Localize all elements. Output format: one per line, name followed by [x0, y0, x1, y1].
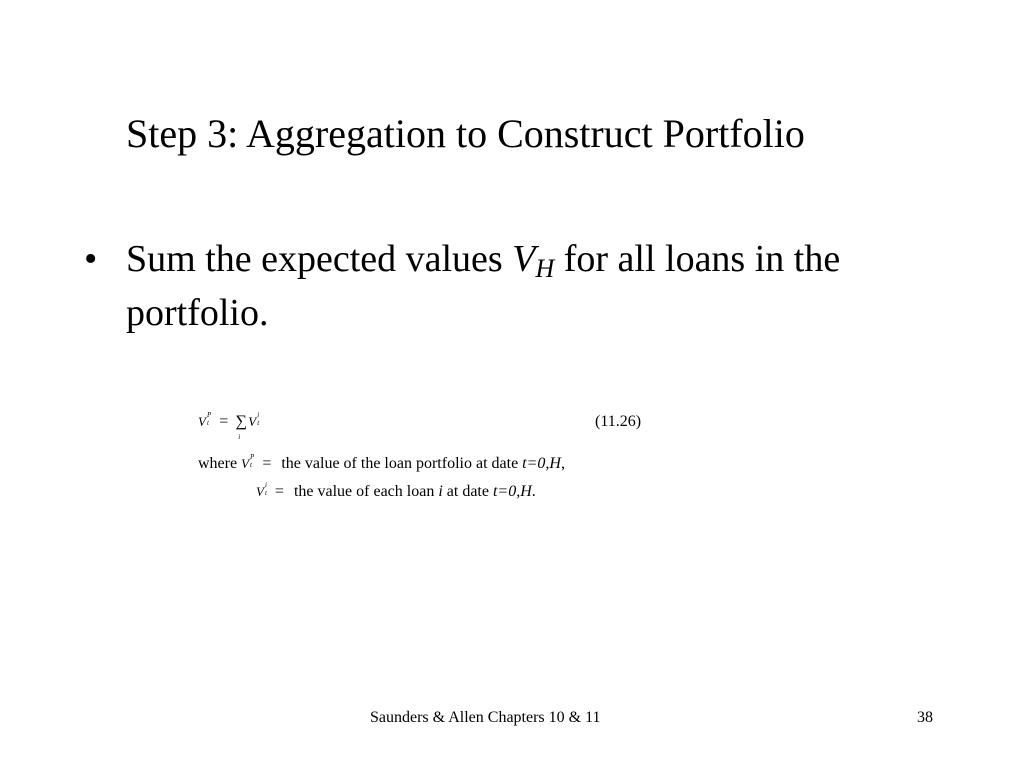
bullet-variable: V: [512, 238, 536, 280]
where-line-2-i: i: [438, 483, 443, 500]
where-sub-t: t: [250, 461, 252, 470]
where-line-1-date: t=0,H: [522, 455, 561, 472]
formula-var-portfolio: V: [198, 414, 206, 429]
bullet-text-before: Sum the expected values: [126, 238, 513, 280]
slide-title: Step 3: Aggregation to Construct Portfolio: [126, 111, 805, 156]
formula-equals: =: [219, 413, 229, 430]
where-word: where: [198, 455, 238, 472]
where-line-1: [198, 454, 565, 474]
where-var-loan: V: [256, 484, 264, 499]
formula-sub-t-2: t: [257, 419, 260, 428]
where-line-1-text: the value of the loan portfolio at date: [281, 455, 523, 472]
where-var-portfolio: V: [241, 456, 250, 471]
where-sup-p: P: [250, 453, 255, 462]
page-number: 38: [917, 709, 933, 726]
sigma-glyph: ∑: [235, 413, 247, 430]
formula-var-loan: V: [248, 414, 257, 429]
formula-sup-i: i: [257, 411, 260, 420]
where-line-1-end: ,: [560, 455, 565, 472]
where-line-2: [256, 482, 536, 502]
formula-sup-p: P: [206, 411, 212, 420]
equation-11-26: [198, 411, 263, 441]
bullet-text-after: for all loans in the portfolio.: [126, 238, 841, 334]
footer-text: Saunders & Allen Chapters 10 & 11: [370, 709, 601, 726]
where-equals-2: =: [274, 483, 284, 500]
where-sub-t-2: t: [264, 489, 267, 498]
bullet-variable-subscript: H: [535, 254, 555, 283]
where-line-2-date: t=0,H: [492, 483, 532, 500]
where-equals-1: =: [262, 455, 272, 472]
bullet-marker: •: [84, 238, 98, 280]
formula-sub-t: t: [206, 419, 209, 428]
equation-number: (11.26): [595, 413, 642, 430]
bullet-text: [126, 232, 944, 340]
bullet-item: [84, 232, 944, 340]
where-line-2-text-a: the value of each loan: [293, 483, 439, 500]
where-line-2-end: .: [531, 483, 536, 500]
sigma-symbol: [234, 412, 248, 441]
sigma-index: i: [238, 433, 241, 441]
where-sup-i: i: [264, 481, 267, 490]
where-line-2-text-b: at date: [442, 483, 493, 500]
